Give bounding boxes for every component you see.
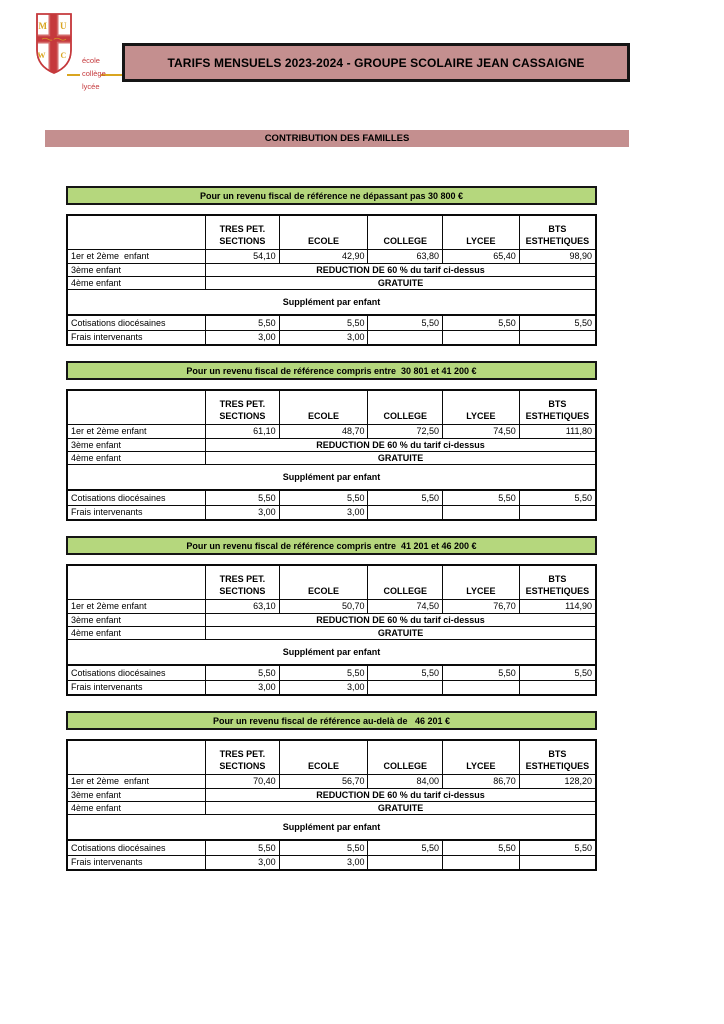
header-tres-pet-sections: TRES PET. SECTIONS — [206, 390, 280, 424]
supplement-value: 3,00 — [279, 330, 368, 345]
supplement-value: 5,50 — [519, 315, 596, 330]
reduction-note: REDUCTION DE 60 % du tarif ci-dessus — [206, 613, 596, 626]
svg-text:U: U — [60, 21, 67, 31]
table-header-row — [67, 390, 596, 424]
row-third-child — [67, 438, 596, 451]
supplement-value: 5,50 — [443, 665, 520, 680]
supplement-value: 5,50 — [279, 490, 368, 505]
contribution-heading-bar — [45, 130, 629, 147]
row-supplement-header — [67, 289, 596, 315]
supplement-value: 5,50 — [519, 665, 596, 680]
level-college: collège — [82, 69, 106, 78]
header-ecole: ECOLE — [279, 740, 368, 774]
tariff-value: 114,90 — [519, 599, 596, 613]
row-fourth-child — [67, 626, 596, 639]
reduction-note: REDUCTION DE 60 % du tarif ci-dessus — [206, 438, 596, 451]
supplement-value: 5,50 — [279, 840, 368, 855]
supplement-value: 3,00 — [206, 330, 280, 345]
row-label: 3ème enfant — [67, 613, 206, 626]
header-college: COLLEGE — [368, 390, 443, 424]
supplement-value — [443, 330, 520, 345]
row-first-second-child — [67, 774, 596, 788]
tariff-sections — [66, 186, 597, 886]
row-frais-intervenants — [67, 855, 596, 870]
tariff-value: 70,40 — [206, 774, 280, 788]
income-bracket-banner — [66, 186, 597, 205]
page-title-bar — [122, 43, 630, 82]
supplement-value: 5,50 — [368, 490, 443, 505]
reduction-note: REDUCTION DE 60 % du tarif ci-dessus — [206, 263, 596, 276]
tariff-value: 111,80 — [519, 424, 596, 438]
tariff-value: 50,70 — [279, 599, 368, 613]
gratuite-note: GRATUITE — [206, 276, 596, 289]
header-college: COLLEGE — [368, 215, 443, 249]
row-third-child — [67, 788, 596, 801]
header-lycee: LYCEE — [443, 215, 520, 249]
row-label: Frais intervenants — [67, 680, 206, 695]
header-bts-esthetiques: BTS ESTHETIQUES — [519, 565, 596, 599]
header-ecole: ECOLE — [279, 565, 368, 599]
gold-rule-left — [67, 74, 80, 76]
page-title: TARIFS MENSUELS 2023-2024 - GROUPE SCOLAIRE JEAN CASSAIGNE — [167, 55, 585, 70]
supplement-value — [443, 855, 520, 870]
row-third-child — [67, 613, 596, 626]
row-first-second-child — [67, 249, 596, 263]
supplement-value — [368, 680, 443, 695]
row-label: 1er et 2ème enfant — [67, 424, 206, 438]
supplement-value: 3,00 — [279, 680, 368, 695]
table-header-row — [67, 740, 596, 774]
income-bracket-text: Pour un revenu fiscal de référence ne dépassant pas 30 800 € — [199, 190, 464, 201]
income-bracket-banner — [66, 361, 597, 380]
tariff-value: 61,10 — [206, 424, 280, 438]
income-bracket-text: Pour un revenu fiscal de référence compris entre 41 201 et 46 200 € — [186, 540, 477, 551]
supplement-value: 5,50 — [519, 490, 596, 505]
gratuite-note: GRATUITE — [206, 801, 596, 814]
income-bracket-banner — [66, 536, 597, 555]
row-third-child — [67, 263, 596, 276]
supplement-value — [443, 505, 520, 520]
tariff-value: 74,50 — [443, 424, 520, 438]
supplement-value: 5,50 — [368, 315, 443, 330]
row-label: 1er et 2ème enfant — [67, 599, 206, 613]
header-empty-cell — [67, 390, 206, 424]
supplement-value — [519, 330, 596, 345]
supplement-heading: Supplément par enfant — [67, 814, 596, 840]
supplement-value: 5,50 — [279, 665, 368, 680]
row-label: 1er et 2ème enfant — [67, 249, 206, 263]
row-label: 1er et 2ème enfant — [67, 774, 206, 788]
supplement-value: 5,50 — [368, 665, 443, 680]
income-bracket-text: Pour un revenu fiscal de référence compris entre 30 801 et 41 200 € — [186, 365, 477, 376]
tariff-table — [66, 214, 597, 346]
header-bts-esthetiques: BTS ESTHETIQUES — [519, 215, 596, 249]
row-label: 4ème enfant — [67, 451, 206, 464]
tariff-table — [66, 389, 597, 521]
tariff-value: 63,80 — [368, 249, 443, 263]
tariff-section — [66, 711, 597, 871]
tariff-value: 54,10 — [206, 249, 280, 263]
tariff-value: 76,70 — [443, 599, 520, 613]
svg-text:M: M — [38, 21, 47, 31]
income-bracket-banner — [66, 711, 597, 730]
header-college: COLLEGE — [368, 565, 443, 599]
svg-text:W: W — [37, 51, 46, 60]
supplement-value: 5,50 — [519, 840, 596, 855]
supplement-value: 3,00 — [279, 505, 368, 520]
tariff-value: 56,70 — [279, 774, 368, 788]
tariff-table — [66, 564, 597, 696]
tariff-table — [66, 739, 597, 871]
row-supplement-header — [67, 464, 596, 490]
supplement-value: 5,50 — [368, 840, 443, 855]
supplement-value — [368, 505, 443, 520]
row-label: Frais intervenants — [67, 505, 206, 520]
svg-text:♥: ♥ — [51, 37, 55, 42]
row-cotisations — [67, 665, 596, 680]
row-label: 3ème enfant — [67, 263, 206, 276]
supplement-value — [519, 505, 596, 520]
header-bts-esthetiques: BTS ESTHETIQUES — [519, 390, 596, 424]
supplement-heading: Supplément par enfant — [67, 639, 596, 665]
supplement-value: 3,00 — [279, 855, 368, 870]
row-label: Cotisations diocésaines — [67, 490, 206, 505]
tariff-value: 63,10 — [206, 599, 280, 613]
row-cotisations — [67, 490, 596, 505]
school-levels — [82, 54, 106, 93]
supplement-heading: Supplément par enfant — [67, 289, 596, 315]
row-label: 4ème enfant — [67, 276, 206, 289]
row-supplement-header — [67, 814, 596, 840]
supplement-value: 5,50 — [443, 840, 520, 855]
row-label: Frais intervenants — [67, 855, 206, 870]
row-label: 4ème enfant — [67, 801, 206, 814]
supplement-value — [519, 855, 596, 870]
supplement-value: 5,50 — [206, 840, 280, 855]
contribution-heading: CONTRIBUTION DES FAMILLES — [264, 133, 410, 144]
gratuite-note: GRATUITE — [206, 451, 596, 464]
supplement-value: 3,00 — [206, 505, 280, 520]
header-lycee: LYCEE — [443, 390, 520, 424]
tariff-section — [66, 536, 597, 696]
tariff-value: 98,90 — [519, 249, 596, 263]
header-ecole: ECOLE — [279, 215, 368, 249]
tariff-value: 74,50 — [368, 599, 443, 613]
header-empty-cell — [67, 215, 206, 249]
income-bracket-text: Pour un revenu fiscal de référence au-delà de 46 201 € — [212, 715, 451, 726]
supplement-value: 5,50 — [443, 490, 520, 505]
row-fourth-child — [67, 801, 596, 814]
header-bts-esthetiques: BTS ESTHETIQUES — [519, 740, 596, 774]
level-lycee: lycée — [82, 82, 100, 91]
row-label: 3ème enfant — [67, 438, 206, 451]
supplement-value — [368, 330, 443, 345]
tariff-value: 86,70 — [443, 774, 520, 788]
tariff-value: 128,20 — [519, 774, 596, 788]
supplement-value: 5,50 — [206, 490, 280, 505]
tariff-section — [66, 186, 597, 346]
tariff-value: 42,90 — [279, 249, 368, 263]
table-header-row — [67, 565, 596, 599]
row-first-second-child — [67, 599, 596, 613]
tariff-value: 72,50 — [368, 424, 443, 438]
tariff-value: 65,40 — [443, 249, 520, 263]
school-crest-icon — [35, 12, 73, 76]
row-frais-intervenants — [67, 680, 596, 695]
level-ecole: école — [82, 56, 100, 65]
supplement-value: 3,00 — [206, 680, 280, 695]
row-label: Cotisations diocésaines — [67, 665, 206, 680]
row-fourth-child — [67, 451, 596, 464]
header-lycee: LYCEE — [443, 740, 520, 774]
row-label: Cotisations diocésaines — [67, 840, 206, 855]
supplement-value: 5,50 — [443, 315, 520, 330]
supplement-heading: Supplément par enfant — [67, 464, 596, 490]
header-ecole: ECOLE — [279, 390, 368, 424]
row-label: Cotisations diocésaines — [67, 315, 206, 330]
row-label: 3ème enfant — [67, 788, 206, 801]
table-header-row — [67, 215, 596, 249]
row-cotisations — [67, 840, 596, 855]
supplement-value: 3,00 — [206, 855, 280, 870]
tariff-section — [66, 361, 597, 521]
row-fourth-child — [67, 276, 596, 289]
header-empty-cell — [67, 740, 206, 774]
supplement-value: 5,50 — [206, 315, 280, 330]
supplement-value: 5,50 — [279, 315, 368, 330]
header-tres-pet-sections: TRES PET. SECTIONS — [206, 565, 280, 599]
row-frais-intervenants — [67, 330, 596, 345]
row-supplement-header — [67, 639, 596, 665]
row-label: 4ème enfant — [67, 626, 206, 639]
supplement-value — [443, 680, 520, 695]
tariff-value: 48,70 — [279, 424, 368, 438]
header-tres-pet-sections: TRES PET. SECTIONS — [206, 215, 280, 249]
row-cotisations — [67, 315, 596, 330]
tariff-value: 84,00 — [368, 774, 443, 788]
gratuite-note: GRATUITE — [206, 626, 596, 639]
svg-text:C: C — [60, 51, 67, 60]
header-college: COLLEGE — [368, 740, 443, 774]
row-frais-intervenants — [67, 505, 596, 520]
supplement-value — [368, 855, 443, 870]
header-lycee: LYCEE — [443, 565, 520, 599]
reduction-note: REDUCTION DE 60 % du tarif ci-dessus — [206, 788, 596, 801]
header-tres-pet-sections: TRES PET. SECTIONS — [206, 740, 280, 774]
row-label: Frais intervenants — [67, 330, 206, 345]
supplement-value — [519, 680, 596, 695]
row-first-second-child — [67, 424, 596, 438]
header-empty-cell — [67, 565, 206, 599]
supplement-value: 5,50 — [206, 665, 280, 680]
